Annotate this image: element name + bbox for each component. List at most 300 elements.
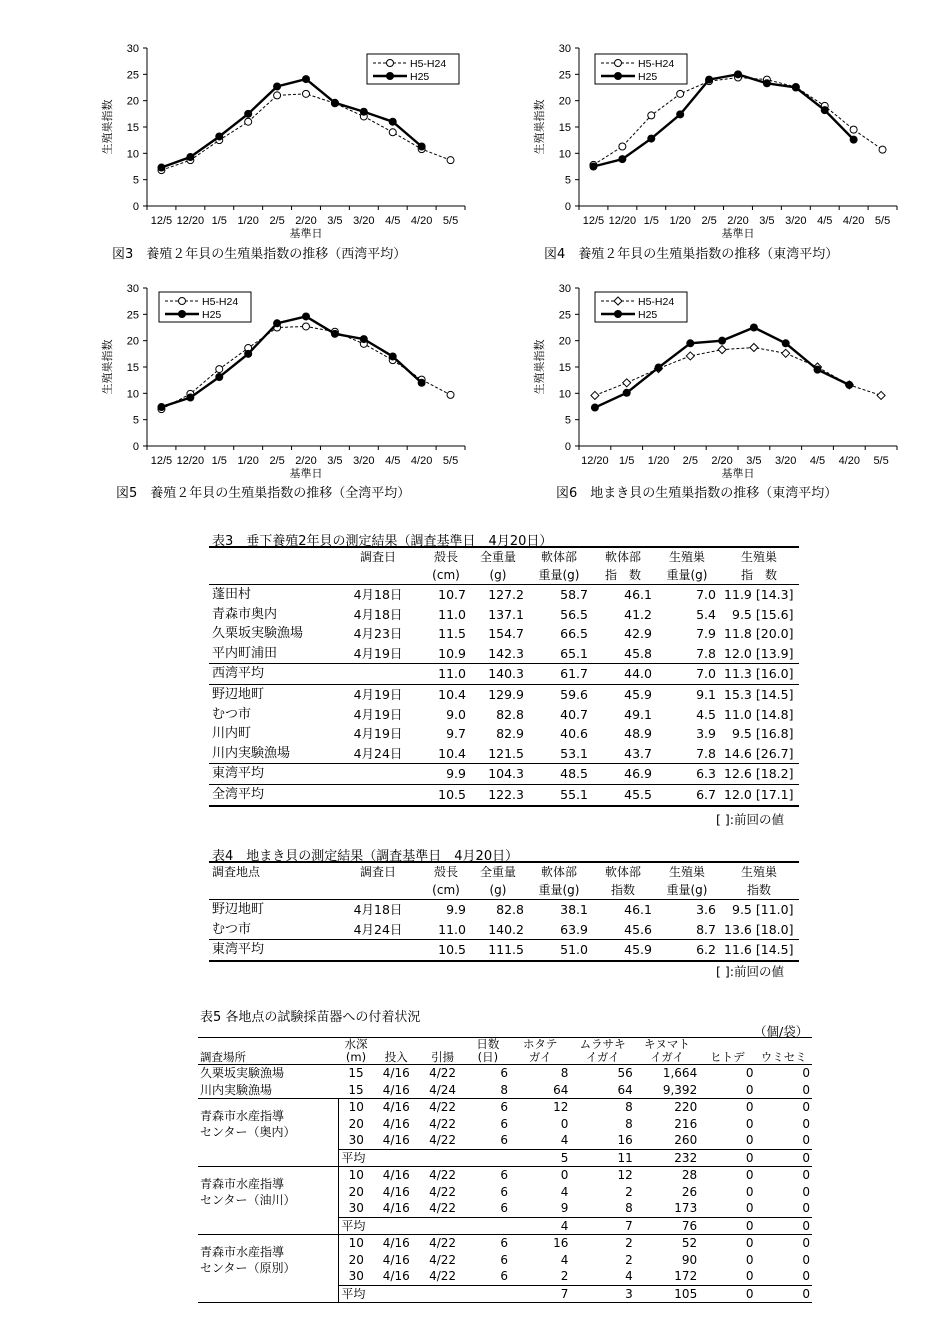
table3-header: 軟体部 xyxy=(591,547,655,566)
table-cell: 45.8 xyxy=(591,644,655,664)
table5-header: キヌマト イガイ xyxy=(635,1038,699,1065)
table-cell: [17.1] xyxy=(755,784,799,805)
y-axis-label: 生殖巣指数 xyxy=(101,339,114,395)
table-cell: 8 xyxy=(625,1100,633,1114)
table4-header-row xyxy=(209,881,799,900)
y-tick-label: 0 xyxy=(132,201,139,213)
legend-label-prev: H5-H24 xyxy=(638,296,675,308)
table-cell: 0 xyxy=(699,1285,755,1303)
point-prev xyxy=(879,146,886,153)
table-cell: 0 xyxy=(699,1149,755,1167)
point-curr xyxy=(215,132,223,140)
table-cell xyxy=(419,1149,465,1167)
table-cell-place: 川内実験漁場 xyxy=(198,1082,339,1099)
table-cell: 10 xyxy=(348,1236,364,1250)
table-cell: 11 xyxy=(570,1149,634,1167)
table-cell: 10 xyxy=(348,1100,364,1114)
table-cell: 4/16 xyxy=(373,1082,419,1099)
table-cell: 8.7 xyxy=(655,920,719,940)
point-curr xyxy=(302,312,310,320)
table-cell: 220 xyxy=(674,1100,698,1114)
table-cell: 6.2 xyxy=(655,940,719,961)
legend-marker-curr xyxy=(386,72,394,80)
table4-note: [ ]:前回の値 xyxy=(716,964,784,979)
y-tick-label: 30 xyxy=(558,43,571,55)
table-cell: 56.5 xyxy=(560,606,588,622)
table-cell: 8 xyxy=(560,1066,569,1080)
table-cell xyxy=(333,940,423,961)
y-tick-label: 10 xyxy=(558,388,571,401)
y-tick-label: 0 xyxy=(132,441,139,453)
point-prev xyxy=(447,391,454,398)
table-cell: 137.1 xyxy=(488,606,524,622)
table-cell-place: 全湾平均 xyxy=(209,784,333,805)
table5-header: 調査場所 xyxy=(198,1038,339,1065)
table-cell: 4/22 xyxy=(429,1116,457,1131)
table-cell: 9,392 xyxy=(635,1082,699,1099)
table-cell: 11.0 xyxy=(724,706,752,722)
table4-header: 重量(g) xyxy=(655,881,719,900)
y-tick-label: 5 xyxy=(564,174,571,187)
table-cell: 9.9 xyxy=(423,764,469,785)
series-line-curr xyxy=(161,316,421,407)
table-cell: 8 xyxy=(466,1082,510,1099)
table-cell: 4月24日 xyxy=(333,744,423,764)
table3-header: 全重量 xyxy=(469,547,527,566)
table-cell: 6.3 xyxy=(655,764,719,785)
legend-label-curr: H25 xyxy=(638,71,658,83)
y-tick-label: 20 xyxy=(558,335,571,348)
table4 xyxy=(209,861,799,962)
table-row xyxy=(198,1065,812,1082)
point-curr xyxy=(750,324,758,332)
x-tick-label: 12/20 xyxy=(581,455,609,467)
table-row xyxy=(209,900,799,920)
point-curr xyxy=(273,82,281,90)
table-cell-place: 野辺地町 xyxy=(212,902,265,917)
y-tick-label: 20 xyxy=(126,335,139,348)
series-line-curr xyxy=(161,79,421,167)
table-cell: 40.6 xyxy=(560,726,588,742)
table-cell xyxy=(419,1285,465,1303)
table-cell: 4.5 xyxy=(696,706,716,722)
x-tick-label: 3/20 xyxy=(774,455,797,467)
table-cell: 7.8 xyxy=(655,744,719,764)
legend-marker-prev xyxy=(615,60,622,67)
table5-body xyxy=(198,1038,812,1303)
table-cell: 4/22 xyxy=(429,1236,457,1250)
table3-header: (cm) xyxy=(423,566,469,585)
table-cell xyxy=(198,1149,339,1167)
table-cell: 4/16 xyxy=(373,1268,419,1285)
caption-fig6: 図6 地まき貝の生殖巣指数の推移（東湾平均） xyxy=(556,486,838,501)
table4-header: 生殖巣 xyxy=(719,862,799,881)
x-tick-label: 4/20 xyxy=(410,215,433,227)
table5-unit: （個/袋） xyxy=(754,1024,809,1039)
x-tick-label: 5/5 xyxy=(874,215,891,227)
table-cell: 44.0 xyxy=(591,664,655,685)
y-tick-label: 10 xyxy=(126,148,139,161)
table-cell: 4/16 xyxy=(373,1200,419,1217)
table-cell: 140.3 xyxy=(469,664,527,685)
x-tick-label: 3/5 xyxy=(746,455,762,467)
point-curr xyxy=(821,106,829,114)
y-axis-label: 生殖巣指数 xyxy=(533,339,546,395)
table5 xyxy=(198,1037,812,1303)
table-cell: 4/22 xyxy=(419,1132,465,1149)
table-cell: 2 xyxy=(625,1252,633,1267)
y-tick-label: 10 xyxy=(126,388,139,401)
table-cell: 0 xyxy=(699,1132,755,1149)
x-tick-label: 3/5 xyxy=(759,215,775,227)
caption-fig3: 図3 養殖２年貝の生殖巣指数の推移（西湾平均） xyxy=(112,247,407,262)
table-cell: 45.9 xyxy=(624,686,652,702)
table-cell: 10.7 xyxy=(438,587,466,602)
table-cell-place: 青森市水産指導 センター（原別） xyxy=(198,1235,339,1286)
table-cell: 11.8 xyxy=(724,626,752,642)
legend-marker-curr xyxy=(614,310,622,318)
table-cell: 4月19日 xyxy=(353,706,403,722)
table-cell: 0 xyxy=(699,1200,755,1217)
point-prev xyxy=(245,118,252,125)
point-curr xyxy=(244,110,252,118)
table-cell: [18.2] xyxy=(755,764,799,785)
table-cell: 4月19日 xyxy=(353,726,403,742)
table-cell: 4/16 xyxy=(373,1132,419,1149)
table-cell: 6 xyxy=(500,1252,508,1267)
table3-header: 指 数 xyxy=(591,566,655,585)
y-tick-label: 15 xyxy=(558,362,571,374)
table-cell: 28 xyxy=(681,1168,698,1182)
table-row xyxy=(209,744,799,764)
table-cell: 5 xyxy=(510,1149,570,1167)
point-curr xyxy=(676,110,684,118)
table-cell: 12 xyxy=(553,1100,569,1114)
table-cell: 3.6 xyxy=(696,902,716,917)
table-cell: 10.5 xyxy=(423,940,469,961)
table-cell: 6 xyxy=(500,1066,508,1080)
table-cell: 4 xyxy=(560,1184,569,1199)
table4-header: 軟体部 xyxy=(591,862,655,881)
table-cell xyxy=(466,1149,510,1167)
table-cell: 0 xyxy=(699,1082,755,1099)
table-row xyxy=(209,920,799,940)
table-cell xyxy=(198,1217,339,1235)
x-tick-label: 4/5 xyxy=(385,215,401,227)
x-tick-label: 12/20 xyxy=(608,215,637,227)
table-cell: 4月19日 xyxy=(333,644,423,664)
table5-avg-row xyxy=(198,1285,812,1303)
point-prev xyxy=(389,129,396,136)
table-cell: 0 xyxy=(802,1252,810,1267)
table5-header: ウミセミ xyxy=(756,1038,812,1065)
table-cell: 8 xyxy=(625,1116,633,1131)
table-cell: 11.3 xyxy=(719,664,755,685)
table-cell: 82.9 xyxy=(496,726,524,742)
x-tick-label: 1/20 xyxy=(237,215,259,227)
table-row xyxy=(198,1099,812,1116)
chart-svg xyxy=(527,280,907,480)
table-cell: 15 xyxy=(339,1082,373,1099)
chart-fig4 xyxy=(527,40,907,240)
table-cell: 6 xyxy=(500,1184,508,1199)
table-cell: 48.5 xyxy=(527,764,591,785)
point-curr xyxy=(418,379,426,387)
table-cell: 140.2 xyxy=(469,920,527,940)
table-cell: 0 xyxy=(745,1066,754,1080)
x-tick-label: 1/5 xyxy=(619,455,635,467)
table5-header: 引揚 xyxy=(419,1038,465,1065)
table-cell: 104.3 xyxy=(469,764,527,785)
table-cell: 51.0 xyxy=(527,940,591,961)
x-tick-label: 3/20 xyxy=(785,215,807,227)
table-cell: 10.4 xyxy=(423,744,469,764)
table-cell: 8 xyxy=(570,1200,634,1217)
table-cell: 64 xyxy=(570,1082,634,1099)
table-cell: [14.5] xyxy=(755,940,799,961)
table-row xyxy=(209,664,799,685)
y-tick-label: 5 xyxy=(132,174,139,187)
table3-header: 指 数 xyxy=(719,566,799,585)
legend-label-curr: H25 xyxy=(410,71,430,83)
point-curr xyxy=(814,366,822,374)
x-tick-label: 4/5 xyxy=(385,455,401,467)
table-cell: 30 xyxy=(339,1132,373,1149)
x-axis-label: 基準日 xyxy=(721,467,755,480)
legend-marker-prev xyxy=(179,298,186,305)
y-tick-label: 0 xyxy=(564,441,571,453)
table3-header: 生殖巣 xyxy=(719,547,799,566)
table-cell: [16.8] xyxy=(755,726,794,742)
table4-title: 表4 地まき貝の測定結果（調査基準日 4月20日） xyxy=(212,849,519,864)
table-row xyxy=(209,684,799,704)
table-cell: 12.0 xyxy=(719,784,755,805)
point-curr xyxy=(686,339,694,347)
table-cell-place: 蓬田村 xyxy=(212,587,252,602)
table-cell: 56 xyxy=(617,1066,633,1080)
table-row xyxy=(209,764,799,785)
table-cell: 9.7 xyxy=(446,726,466,742)
table-cell xyxy=(466,1217,510,1235)
y-tick-label: 30 xyxy=(126,283,139,295)
table-cell: 15.3 xyxy=(724,686,752,702)
table-cell: [14.8] xyxy=(755,706,794,722)
table-cell: 0 xyxy=(756,1285,812,1303)
point-curr xyxy=(418,142,426,150)
table-row xyxy=(209,624,799,644)
table-cell: 0 xyxy=(756,1217,812,1235)
table-cell-place: 久栗坂実験漁場 xyxy=(200,1066,285,1080)
table-cell: 41.2 xyxy=(624,606,652,622)
point-curr xyxy=(215,373,223,381)
x-tick-label: 5/5 xyxy=(442,215,459,227)
table-cell-place: 青森市水産指導 センター（奥内） xyxy=(198,1099,339,1150)
table-cell: [18.0] xyxy=(755,920,799,940)
table-cell: 10.4 xyxy=(438,686,466,702)
table-cell: 4 xyxy=(560,1252,569,1267)
caption-fig5: 図5 養殖２年貝の生殖巣指数の推移（全湾平均） xyxy=(116,486,411,501)
series-line-prev xyxy=(595,348,881,396)
table-cell: 12 xyxy=(617,1168,633,1182)
table-cell: 9.0 xyxy=(446,706,466,722)
table-cell: 9.9 xyxy=(446,902,466,917)
y-tick-label: 20 xyxy=(558,95,571,108)
table-cell: 0 xyxy=(699,1217,755,1235)
table-cell-place: むつ市 xyxy=(209,920,333,940)
table-cell: 4/22 xyxy=(429,1100,457,1114)
table4-header: 指数 xyxy=(591,881,655,900)
point-curr xyxy=(782,339,790,347)
point-curr xyxy=(360,108,368,116)
table-cell: 9.5 xyxy=(732,726,752,742)
table-cell: 9 xyxy=(510,1200,570,1217)
table-cell: 11.6 xyxy=(719,940,755,961)
table-cell: [11.0] xyxy=(755,902,794,917)
table-cell: 4月18日 xyxy=(353,902,403,917)
table4-header: 調査日 xyxy=(333,862,423,881)
x-tick-label: 1/20 xyxy=(647,455,670,467)
table-cell: 14.6 xyxy=(719,744,755,764)
table-cell: 46.9 xyxy=(591,764,655,785)
table-cell: 66.5 xyxy=(560,626,588,642)
x-tick-label: 1/20 xyxy=(669,215,691,227)
table-cell: 12.0 xyxy=(719,644,755,664)
table5-header-row xyxy=(198,1038,812,1065)
point-curr xyxy=(589,163,597,171)
table-cell: 122.3 xyxy=(469,784,527,805)
table-cell: 4/22 xyxy=(419,1268,465,1285)
x-tick-label: 2/5 xyxy=(701,215,717,227)
table3-header-row xyxy=(209,566,799,585)
point-prev xyxy=(677,90,684,97)
table3-header: 生殖巣 xyxy=(655,547,719,566)
point-curr xyxy=(734,70,742,78)
x-tick-label: 2/20 xyxy=(711,455,733,467)
x-tick-label: 1/5 xyxy=(211,455,227,467)
table-cell: 4/22 xyxy=(429,1252,457,1267)
point-prev xyxy=(274,92,281,99)
point-curr xyxy=(623,389,631,397)
table-cell xyxy=(373,1285,419,1303)
table-cell: 4月24日 xyxy=(333,920,423,940)
table-cell: 6.7 xyxy=(655,784,719,805)
point-curr xyxy=(331,330,339,338)
table-cell: 232 xyxy=(635,1149,699,1167)
caption-fig4: 図4 養殖２年貝の生殖巣指数の推移（東湾平均） xyxy=(544,247,839,262)
table-cell: 53.1 xyxy=(527,744,591,764)
table-row xyxy=(209,644,799,664)
table-cell: 0 xyxy=(802,1236,810,1250)
table-cell: 0 xyxy=(699,1268,755,1285)
table-cell: 20 xyxy=(348,1116,364,1131)
table-row xyxy=(209,605,799,625)
point-curr xyxy=(591,404,599,412)
legend-marker-curr xyxy=(178,310,186,318)
x-tick-label: 12/20 xyxy=(176,215,205,227)
table-cell: 15 xyxy=(348,1066,364,1080)
table-cell: 0 xyxy=(745,1116,754,1131)
table-cell-place: むつ市 xyxy=(212,706,252,722)
point-prev xyxy=(591,391,599,399)
table-cell-place: 川内実験漁場 xyxy=(209,744,333,764)
table-cell: 45.5 xyxy=(591,784,655,805)
table-cell xyxy=(419,1217,465,1235)
table-cell: 172 xyxy=(635,1268,699,1285)
table-cell: 12.6 xyxy=(719,764,755,785)
x-tick-label: 1/5 xyxy=(643,215,659,227)
table-cell: 4/22 xyxy=(429,1168,457,1182)
table-cell: 0 xyxy=(802,1184,810,1199)
table-cell: 45.9 xyxy=(591,940,655,961)
table-cell: 3.9 xyxy=(696,726,716,742)
table-cell: 260 xyxy=(635,1132,699,1149)
point-prev xyxy=(782,349,790,357)
table-cell-place: 西湾平均 xyxy=(209,664,333,685)
series-line-prev xyxy=(161,94,450,170)
table5-avg-label: 平均 xyxy=(339,1285,373,1303)
table-cell: 30 xyxy=(339,1200,373,1217)
table4-body xyxy=(209,900,799,961)
table-cell xyxy=(373,1149,419,1167)
table-cell: 3 xyxy=(570,1285,634,1303)
table-cell: 48.9 xyxy=(624,726,652,742)
table-cell: 4 xyxy=(570,1268,634,1285)
table-cell: 4/16 xyxy=(382,1252,410,1267)
table-row xyxy=(198,1082,812,1099)
table-cell: 2 xyxy=(625,1236,633,1250)
table-cell xyxy=(333,784,423,805)
table-cell: 0 xyxy=(560,1116,569,1131)
table-cell: 20 xyxy=(348,1252,364,1267)
point-prev xyxy=(850,126,857,133)
table-cell: 13.6 xyxy=(719,920,755,940)
table-cell: 52 xyxy=(681,1236,698,1250)
table3-header: (g) xyxy=(469,566,527,585)
point-prev xyxy=(877,391,885,399)
table-cell: 9.5 xyxy=(732,606,752,622)
y-tick-label: 30 xyxy=(558,283,571,295)
table-cell-place: 青森市奥内 xyxy=(212,606,278,622)
table-cell: 11.0 xyxy=(423,920,469,940)
table-cell: 0 xyxy=(745,1168,754,1182)
table-cell: 65.1 xyxy=(527,644,591,664)
table-cell: 7.8 xyxy=(655,644,719,664)
point-prev xyxy=(750,344,758,352)
point-curr xyxy=(792,84,800,92)
chart-svg xyxy=(95,40,475,240)
table-cell: 2 xyxy=(625,1184,633,1199)
x-axis-label: 基準日 xyxy=(721,227,755,240)
x-axis-label: 基準日 xyxy=(289,227,323,240)
x-tick-label: 5/5 xyxy=(873,455,889,467)
x-tick-label: 12/5 xyxy=(150,455,173,467)
table-cell: 4 xyxy=(510,1217,570,1235)
table3-title: 表3 垂下養殖2年貝の測定結果（調査基準日 4月20日） xyxy=(212,534,553,549)
y-axis-label: 生殖巣指数 xyxy=(533,99,546,155)
table4-header: (cm) xyxy=(423,881,469,900)
table-cell: 0 xyxy=(745,1100,754,1114)
table-cell: 1,664 xyxy=(662,1066,698,1080)
table-cell: 0 xyxy=(756,1082,812,1099)
table-cell: 6 xyxy=(500,1100,508,1114)
table-cell-place: 平内町浦田 xyxy=(209,644,333,664)
table5-header: ホタテ ガイ xyxy=(510,1038,570,1065)
point-curr xyxy=(186,394,194,402)
x-tick-label: 12/5 xyxy=(582,215,605,227)
table5-header: ヒトデ xyxy=(699,1038,755,1065)
table-cell: 0 xyxy=(756,1200,812,1217)
x-tick-label: 2/20 xyxy=(295,215,317,227)
